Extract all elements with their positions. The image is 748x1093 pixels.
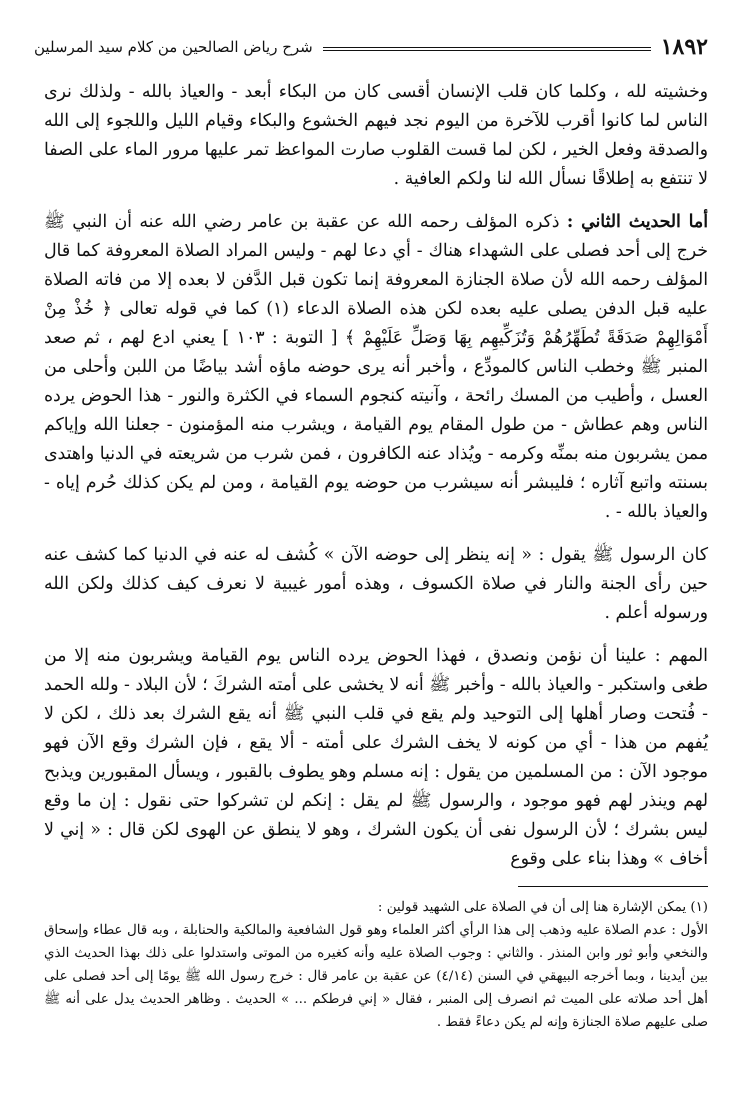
paragraph-1 — [44, 78, 708, 194]
paragraph-text: وخشيته لله ، وكلما كان قلب الإنسان أقسى كان من البكاء أبعد - والعياذ بالله - ولذلك نرى الناس لما كانوا أقرب للآخرة من اليوم نجد فيهم الخشوع والبكاء وقيام الليل واللجوء إلى الله والصدقة وفعل الخير ، لكن لما قست القلوب صارت المواعظ تمر عليها مرور الماء على الصفا لا تنتفع به إطلاقًا نسأل الله لنا ولكم العافية . — [44, 82, 708, 189]
footnote-divider — [518, 886, 708, 887]
header-rule — [323, 47, 651, 51]
book-title: شرح رياض الصالحين من كلام سيد المرسلين — [34, 38, 313, 56]
page-number: ١٨٩٢ — [660, 34, 708, 60]
page-header — [34, 34, 708, 60]
main-text — [44, 78, 708, 886]
paragraph-4 — [44, 642, 708, 874]
footnote-intro: (١) يمكن الإشارة هنا إلى أن في الصلاة على الشهيد قولين : — [377, 900, 708, 915]
paragraph-3 — [44, 541, 708, 628]
paragraph-text: كان الرسول ﷺ يقول : « إنه ينظر إلى حوضه الآن » كُشف له عنه في الدنيا كما كشف عنه حين رأى الجنة والنار في صلاة الكسوف ، وهذه أمور غيبية لا نعرف كيف كذلك ولكن الله ورسوله أعلم . — [44, 545, 708, 623]
paragraph-text: المهم : علينا أن نؤمن ونصدق ، فهذا الحوض يرده الناس يوم القيامة ويشربون منه إلا من طغى واستكبر - والعياذ بالله - وأخبر ﷺ أنه لا يخشى على أمته الشركَ ؛ لأن البلاد - ولله الحمد - فُتحت وصار أهلها إلى التوحيد ولم يقع في قلب النبي ﷺ أنه يقع الشرك بعد ذلك ، لكن لا يُفهم من هذا - أي من كونه لا يخف الشرك على أمته - ألا يقع ، فإن الشرك وقع الآن فهو موجود الآن : من المسلمين من يقول : إنه مسلم وهو يطوف بالقبور ، ويسأل المقبورين ويذبح لهم وينذر لهم فهو موجود ، والرسول ﷺ لم يقل : إنكم لن تشركوا حتى نقول : إن ما وقع ليس بشرك ؛ لأن الرسول نفى أن يكون الشرك ، وهو لا ينطق عن الهوى لكن قال : « إني لا أخاف » وهذا بناء على وقوع — [44, 646, 708, 869]
paragraph-2 — [44, 208, 708, 527]
paragraph-text: ذكره المؤلف رحمه الله عن عقبة بن عامر رضي الله عنه أن النبي ﷺ خرج إلى أحد فصلى على الشهداء هناك - أي دعا لهم - وليس المراد الصلاة المعروفة كما قال المؤلف رحمه الله لأن صلاة الجنازة المعروفة إنما تكون قبل الدَّفن لا بعده إلا من فاته الصلاة عليه قبل الدفن يصلى عليه بعده لكن هذه الصلاة الدعاء (١) كما في قوله تعالى ﴿ خُذْ مِنْ أَمْوَالِهِمْ صَدَقَةً تُطَهِّرُهُمْ وَتُزَكِّيهِم بِهَا وَصَلِّ عَلَيْهِمْ ﴾ [ التوبة : ١٠٣ ] يعني ادع لهم ، ثم صعد المنبر ﷺ وخطب الناس كالمودِّع ، وأخبر أنه يرى حوضه ماؤه أشد بياضًا من اللبن وأحلى من العسل ، وأطيب من المسك رائحة ، وآنيته كنجوم السماء في الكثرة والنور - هذا الحوض يرده الناس وهم عطاش - من طول المقام يوم القيامة ، ويشرب منه المؤمنون - جعلنا الله وإياكم ممن يشربون منه بمنِّه وكرمه - ويُذاد عنه الكافرون ، فمن شرب من شريعته في الدنيا واهتدى بسنته واتبع آثاره ؛ فليبشر أنه سيشرب من حوضه يوم القيامة ، ومن لم يكن كذلك حُرم إياه - والعياذ بالله - . — [44, 212, 708, 522]
section-heading: أما الحديث الثاني : — [566, 212, 708, 232]
footnotes — [44, 896, 708, 1034]
footnote-body: الأول : عدم الصلاة عليه وذهب إلى هذا الرأي أكثر العلماء وهو قول الشافعية والمالكية والحنابلة ، وبه قال عطاء وإسحاق والنخعي وأبو ثور وابن المنذر . والثاني : وجوب الصلاة عليه وأنه كغيره من الموتى واستدلوا على ذلك بهذا الحديث الذي بين أيدينا ، وبما أخرجه البيهقي في السنن (٤/١٤) عن عقبة بن عامر قال : خرج رسول الله ﷺ يومًا إلى أحد فصلى على أهل أحد صلاته على الميت ثم انصرف إلى المنبر ، فقال « إني فرطكم ... » الحديث . وظاهر الحديث يدل على أنه ﷺ صلى عليهم صلاة الجنازة وإنه لم يكن دعاءً فقط . — [44, 923, 709, 1030]
